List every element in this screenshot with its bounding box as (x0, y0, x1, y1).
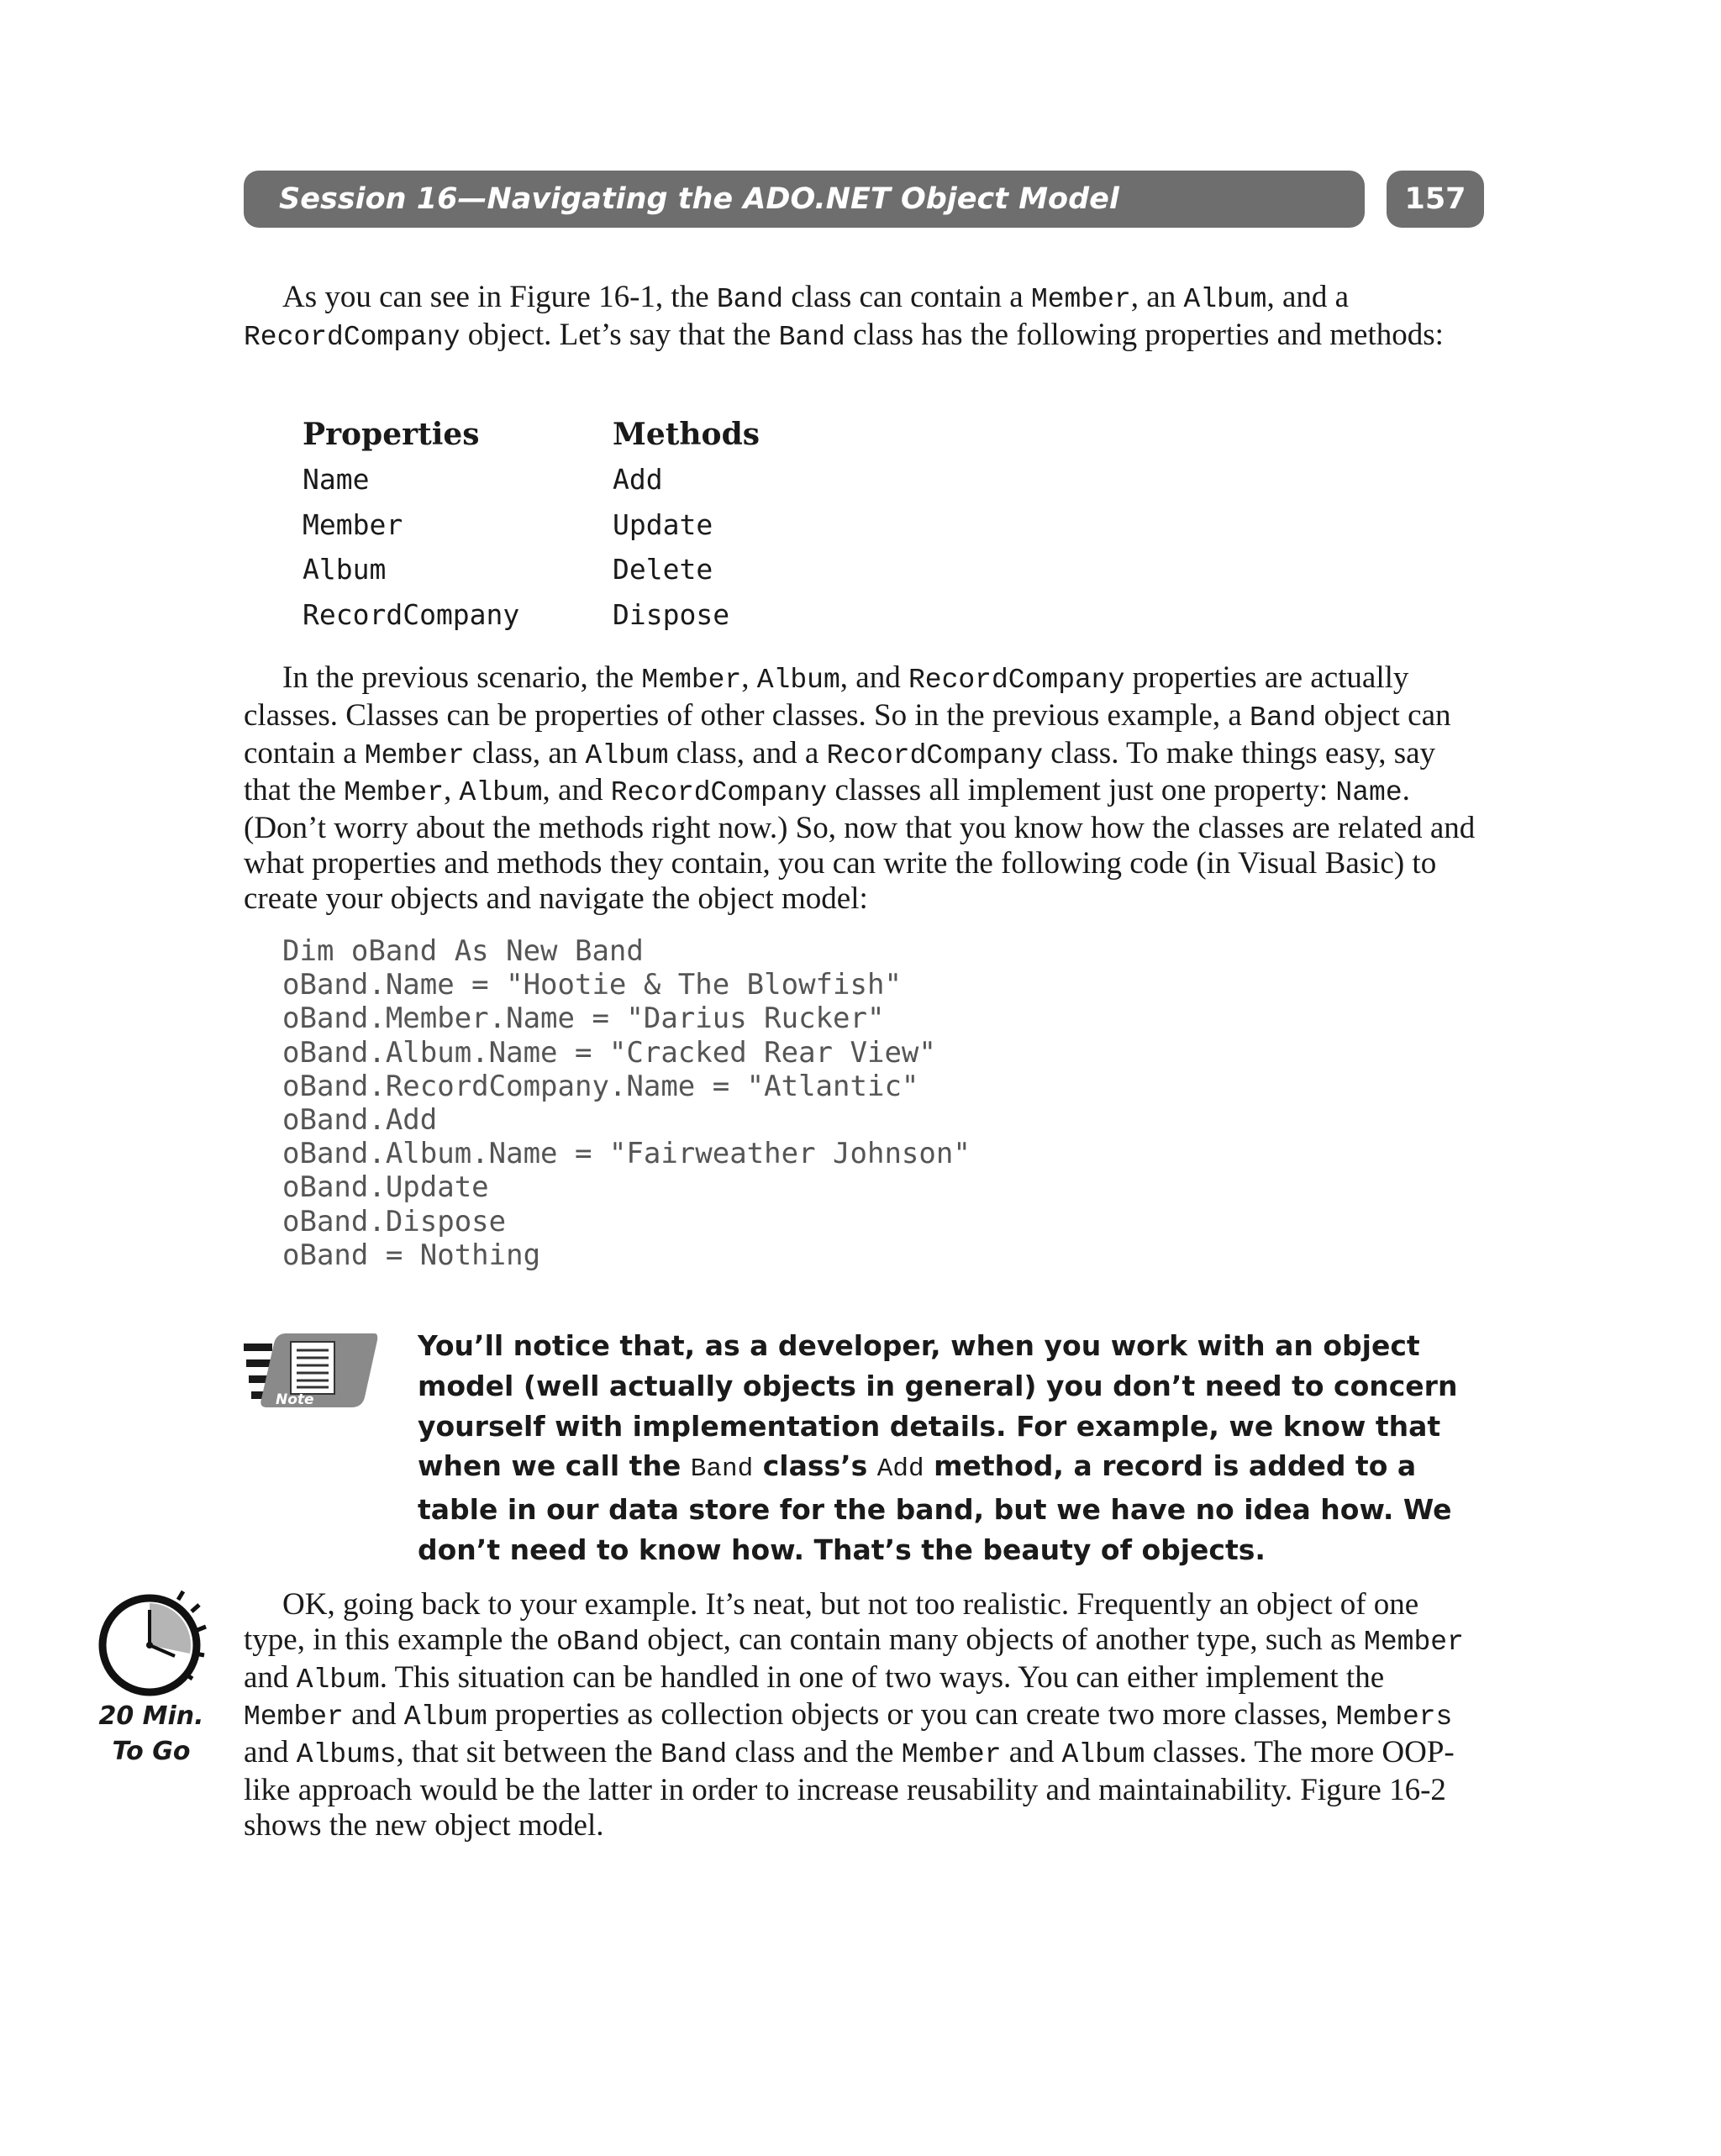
properties-column (303, 412, 519, 637)
code-term: oBand (555, 1626, 640, 1658)
code-term: RecordCompany (610, 777, 828, 809)
code-line: oBand.Name = "Hootie & The Blowfish" (282, 968, 902, 1002)
note-icon (244, 1332, 378, 1441)
scenario-paragraph: In the previous scenario, the Member, Album, and RecordCompany properties are actually classes. Classes can be properties of other classes. So in the previous example, a Band object can contain a Member class, an Album class, and a RecordCompany class. To make things easy, say that the Member, Album, and RecordCompany classes all implement just one property: Name. (Don’t worry about the methods right now.) So, now that you know how the classes are related and what properties and methods they contain, you can write the following code (in Visual Basic) to create your objects and navigate the object model: (244, 660, 1476, 916)
method-item: Add (613, 463, 663, 496)
timer-icon (94, 1586, 212, 1704)
code-line: oBand.Album.Name = "Fairweather Johnson" (282, 1137, 971, 1171)
code-term: Band (690, 1454, 754, 1485)
methods-header: Methods (613, 417, 761, 452)
page-number-tab (1387, 171, 1484, 228)
code-line: oBand.Album.Name = "Cracked Rear View" (282, 1035, 936, 1070)
session-title: Session 16—Navigating the ADO.NET Object Model (279, 182, 1119, 216)
code-line: oBand.Dispose (282, 1204, 507, 1238)
method-item: Update (613, 507, 713, 541)
code-term: Album (1061, 1739, 1145, 1771)
code-term: Member (641, 665, 742, 696)
code-term: Band (660, 1739, 728, 1771)
code-term: Album (459, 777, 543, 809)
code-line: oBand = Nothing (282, 1238, 541, 1272)
property-item: Member (303, 507, 403, 541)
code-term: Band (1250, 702, 1317, 734)
method-item: Dispose (613, 597, 730, 631)
property-item: RecordCompany (303, 597, 520, 631)
properties-header: Properties (303, 417, 480, 452)
code-term: Member (1364, 1626, 1464, 1658)
code-term: Albums (296, 1739, 397, 1771)
code-term: RecordCompany (244, 321, 461, 353)
methods-column (613, 412, 760, 637)
closing-paragraph: OK, going back to your example. It’s neat, but not too realistic. Frequently an object of one type, in this example the oBand object, can contain many objects of another type, such as Member and Album. This situation can be handled in one of two ways. You can either implement the Member and Album properties as collection objects or you can create two more classes, Members and Albums, that sit between the Band class and the Member and Album classes. The more OOP-like approach would be the latter in order to increase reusability and maintainability. Figure 16-2 shows the new object model. (244, 1587, 1464, 1843)
code-term: Member (1030, 284, 1131, 315)
code-line: Dim oBand As New Band (282, 934, 644, 968)
method-item: Delete (613, 553, 713, 586)
time-remaining-label: 20 Min. To Go (98, 1701, 204, 1766)
code-term: RecordCompany (826, 739, 1044, 771)
note-icon-label: Note (276, 1391, 314, 1408)
code-term: Name (1335, 777, 1403, 809)
code-term: Album (296, 1664, 380, 1696)
code-line: oBand.Member.Name = "Darius Rucker" (282, 1002, 885, 1036)
code-term: Band (778, 321, 845, 353)
code-term: Member (901, 1739, 1002, 1771)
code-term: Album (1183, 284, 1267, 315)
property-item: Name (303, 463, 370, 496)
property-item: Album (303, 553, 387, 586)
code-term: Member (364, 739, 465, 771)
code-term: Members (1335, 1701, 1453, 1733)
code-term: RecordCompany (908, 665, 1125, 696)
code-listing (282, 934, 971, 1272)
code-line: oBand.Update (282, 1170, 489, 1205)
page-number: 157 (1404, 182, 1466, 216)
code-term: Album (585, 739, 669, 771)
intro-paragraph: As you can see in Figure 16-1, the Band class can contain a Member, an Album, and a RecordCompany object. Let’s say that the Band class has the following properties and methods: (244, 280, 1444, 353)
code-term: Album (403, 1701, 487, 1733)
code-term: Member (344, 777, 445, 809)
running-header (244, 171, 1365, 228)
note-text: You’ll notice that, as a developer, when you work with an object model (well actually objects in general) you don’t need to concern yourself with implementation details. For example, we know that when we call the Band class’s Add method, a record is added to a table in our data store for the band, but we have no idea how. We don’t need to know how. That’s the beauty of objects. (418, 1329, 1458, 1566)
code-term: Album (756, 665, 840, 696)
code-term: Member (244, 1701, 344, 1733)
code-line: oBand.Add (282, 1102, 438, 1137)
code-line: oBand.RecordCompany.Name = "Atlantic" (282, 1069, 919, 1103)
code-term: Band (716, 284, 784, 315)
code-term: Add (876, 1454, 924, 1485)
